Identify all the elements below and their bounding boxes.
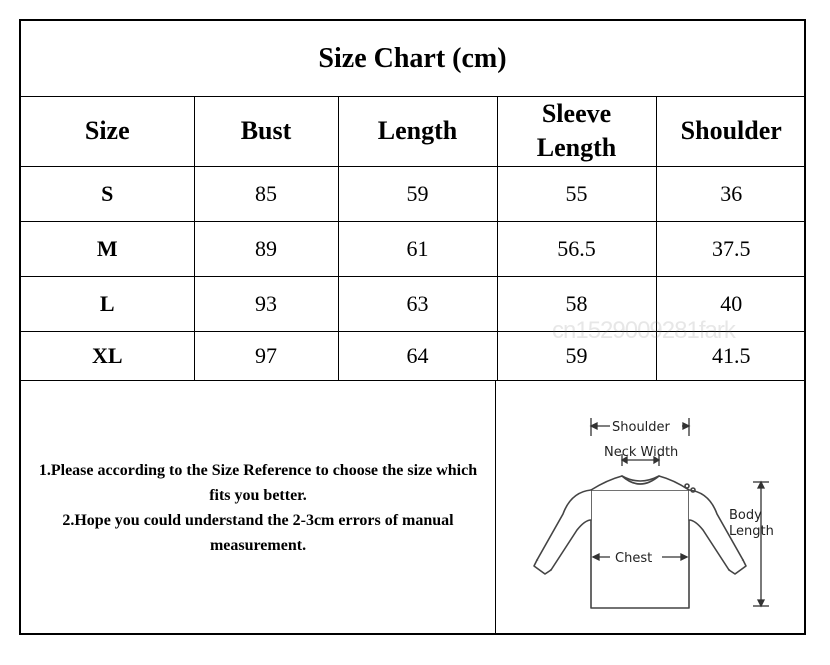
- sleeve-length-cell: 55: [497, 166, 656, 221]
- table-header-row: [21, 97, 806, 166]
- size-cell: S: [21, 166, 194, 221]
- left-sleeve-outline: [537, 490, 591, 570]
- header-size: Size: [21, 97, 194, 166]
- shoulder-label: Shoulder: [612, 420, 670, 435]
- notes-box: [21, 380, 496, 635]
- length-cell: 63: [338, 276, 497, 331]
- info-section: [21, 380, 806, 635]
- length-cell: 59: [338, 166, 497, 221]
- bust-cell: 89: [194, 221, 338, 276]
- chest-label: Chest: [615, 551, 653, 566]
- sleeve-length-cell: 59: [497, 331, 656, 380]
- sweater-diagram-svg: [497, 380, 806, 635]
- header-sleeve-length: Sleeve Length: [497, 97, 656, 166]
- body-length-label-1: Body: [729, 508, 762, 523]
- shoulder-cell: 40: [656, 276, 806, 331]
- header-bust: Bust: [194, 97, 338, 166]
- header-length: Length: [338, 97, 497, 166]
- table-row: [21, 221, 806, 276]
- shoulder-cell: 36: [656, 166, 806, 221]
- header-shoulder: Shoulder: [656, 97, 806, 166]
- bust-cell: 85: [194, 166, 338, 221]
- size-cell: XL: [21, 331, 194, 380]
- measurement-diagram: [497, 380, 806, 635]
- bust-cell: 93: [194, 276, 338, 331]
- neck-width-label: Neck Width: [604, 445, 679, 460]
- table-row: [21, 166, 806, 221]
- size-cell: M: [21, 221, 194, 276]
- body-length-label-2: Length: [729, 524, 774, 539]
- bust-cell: 97: [194, 331, 338, 380]
- page-title: Size Chart (cm): [21, 21, 804, 97]
- shoulder-cell: 41.5: [656, 331, 806, 380]
- note-2: 2.Hope you could understand the 2-3cm errors of manual measurement.: [62, 511, 454, 554]
- watermark-text: cn1529009281fark: [552, 317, 735, 344]
- sleeve-length-cell: 58: [497, 276, 656, 331]
- shoulder-cell: 37.5: [656, 221, 806, 276]
- note-1: 1.Please according to the Size Reference to choose the size which fits you better.: [38, 461, 478, 504]
- size-cell: L: [21, 276, 194, 331]
- length-cell: 64: [338, 331, 497, 380]
- sleeve-length-cell: 56.5: [497, 221, 656, 276]
- length-cell: 61: [338, 221, 497, 276]
